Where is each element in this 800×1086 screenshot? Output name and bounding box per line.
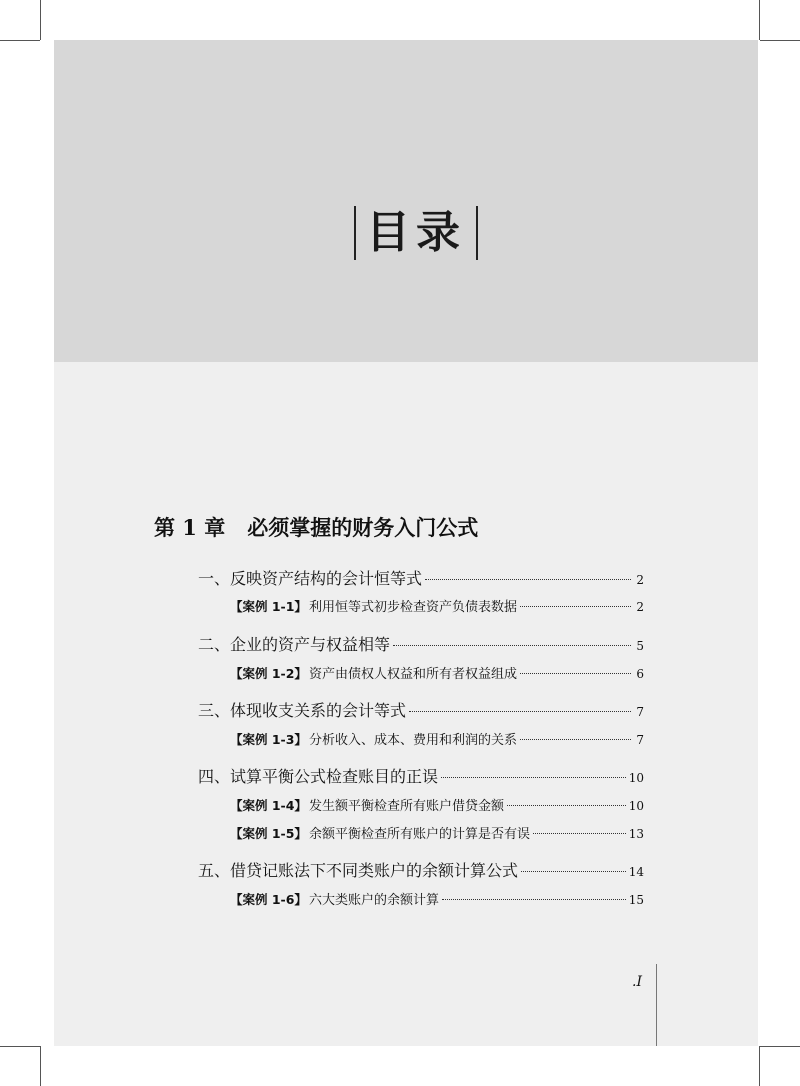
toc-section[interactable] bbox=[198, 858, 644, 881]
section-title: 五、借贷记账法下不同类账户的余额计算公式 bbox=[198, 861, 519, 880]
dot-leader bbox=[425, 579, 631, 580]
crop-mark bbox=[760, 40, 800, 41]
toc-case[interactable] bbox=[230, 795, 644, 814]
chapter-number: 第 1 章 bbox=[154, 515, 226, 540]
toc-case[interactable] bbox=[230, 596, 644, 615]
dot-leader bbox=[393, 645, 631, 646]
page-number: 10 bbox=[628, 799, 644, 813]
page-number: 2 bbox=[636, 600, 644, 614]
folio: .I bbox=[632, 974, 642, 990]
page-number: 7 bbox=[636, 733, 644, 747]
crop-mark bbox=[759, 1046, 760, 1086]
book-page bbox=[54, 40, 758, 1046]
page-number: 7 bbox=[636, 705, 644, 719]
dot-leader bbox=[521, 871, 626, 872]
case-title: 分析收入、成本、费用和利润的关系 bbox=[308, 733, 517, 748]
page-title bbox=[354, 206, 478, 260]
title-divider-right bbox=[476, 206, 478, 260]
case-tag: 【案例 1-1】 bbox=[230, 599, 307, 614]
toc-section[interactable] bbox=[198, 566, 644, 589]
dot-leader bbox=[441, 777, 626, 778]
toc-section[interactable] bbox=[198, 764, 644, 787]
crop-mark bbox=[759, 0, 760, 40]
page-number: 13 bbox=[628, 827, 644, 841]
dot-leader bbox=[442, 899, 626, 900]
page-number: 6 bbox=[636, 667, 644, 681]
toc-section[interactable] bbox=[198, 632, 644, 655]
dot-leader bbox=[520, 739, 631, 740]
page-number: 15 bbox=[628, 893, 644, 907]
case-tag: 【案例 1-5】 bbox=[230, 826, 307, 841]
dot-leader bbox=[520, 606, 631, 607]
crop-mark bbox=[760, 1046, 800, 1047]
case-title: 发生额平衡检查所有账户借贷金额 bbox=[308, 799, 504, 814]
dot-leader bbox=[409, 711, 631, 712]
chapter-heading bbox=[154, 512, 478, 542]
case-tag: 【案例 1-3】 bbox=[230, 732, 307, 747]
crop-mark bbox=[40, 0, 41, 40]
toc-case[interactable] bbox=[230, 663, 644, 682]
crop-mark bbox=[0, 40, 40, 41]
header-band bbox=[54, 40, 758, 362]
case-tag: 【案例 1-4】 bbox=[230, 798, 307, 813]
dot-leader bbox=[533, 833, 626, 834]
section-title: 二、企业的资产与权益相等 bbox=[198, 635, 391, 654]
page-title-text: 目录 bbox=[366, 207, 466, 258]
toc-case[interactable] bbox=[230, 889, 644, 908]
section-title: 四、试算平衡公式检查账目的正误 bbox=[198, 767, 439, 786]
folio-rule bbox=[656, 964, 657, 1046]
toc-section[interactable] bbox=[198, 698, 644, 721]
case-title: 利用恒等式初步检查资产负债表数据 bbox=[308, 600, 517, 615]
crop-mark bbox=[0, 1046, 40, 1047]
page-number: 10 bbox=[628, 771, 644, 785]
toc-case[interactable] bbox=[230, 823, 644, 842]
case-tag: 【案例 1-2】 bbox=[230, 666, 307, 681]
page-number: 14 bbox=[628, 865, 644, 879]
section-title: 一、反映资产结构的会计恒等式 bbox=[198, 569, 423, 588]
chapter-title: 必须掌握的财务入门公式 bbox=[247, 515, 479, 540]
page-number: 2 bbox=[636, 573, 644, 587]
toc-case[interactable] bbox=[230, 729, 644, 748]
section-title: 三、体现收支关系的会计等式 bbox=[198, 701, 407, 720]
case-tag: 【案例 1-6】 bbox=[230, 892, 307, 907]
case-title: 余额平衡检查所有账户的计算是否有误 bbox=[308, 827, 530, 842]
dot-leader bbox=[507, 805, 626, 806]
case-title: 六大类账户的余额计算 bbox=[308, 893, 439, 908]
crop-mark bbox=[40, 1046, 41, 1086]
page-number: 5 bbox=[636, 639, 644, 653]
case-title: 资产由债权人权益和所有者权益组成 bbox=[308, 667, 517, 682]
dot-leader bbox=[520, 673, 631, 674]
